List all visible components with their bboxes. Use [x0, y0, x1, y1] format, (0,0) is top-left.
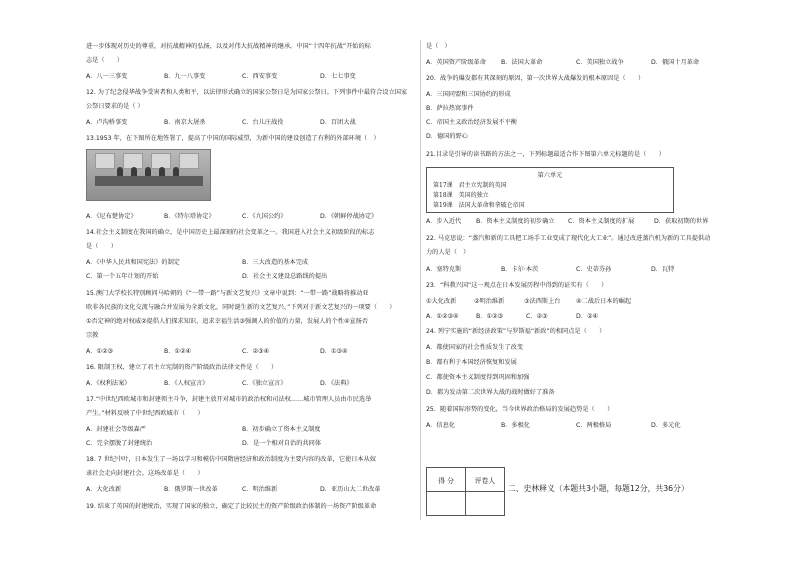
option[interactable]: C．西安事变 [242, 73, 278, 80]
score-table [426, 467, 505, 516]
option[interactable]: B．多极化 [501, 422, 530, 429]
option[interactable]: C．都使资本主义制度得到巩固和加强 [426, 374, 530, 381]
question-20: 20．战争的爆发都有其深刻的原因，第一次世界大战爆发的根本原因是（ ） [426, 75, 645, 82]
option[interactable]: A．封建社会等级森严 [86, 426, 146, 433]
option[interactable]: B．法国大革命 [501, 59, 543, 66]
contents-row: 第19课 法国大革命和拿破仑帝国 [433, 202, 525, 209]
option[interactable]: D．获取初期的世界 [654, 218, 709, 225]
option[interactable]: C．两极格局 [576, 422, 612, 429]
question-text: 力的人是（ ） [426, 249, 470, 256]
question-19: 19. 结束了英国的封建统治，实现了国家的独立，确定了比较民主的资产阶级政治体制的一场资产阶级革命 [86, 503, 377, 510]
option[interactable]: C．资本主义制度的扩展 [568, 218, 635, 225]
question-text: 隶社会走向封建社会。这场改革是（ ） [86, 470, 204, 477]
question-24: 24. 列宁实施的“新经济政策”与罗斯福“新政”的相同点是（ ） [426, 328, 606, 335]
section-heading: 二、史林释义（本题共3小题，每题12分，共36分） [508, 484, 689, 493]
option[interactable]: D．德国的野心 [426, 133, 468, 140]
option[interactable]: D．瓦特 [651, 266, 675, 273]
option[interactable]: C．②③④ [242, 348, 270, 355]
option[interactable]: A．信息化 [426, 422, 455, 429]
question-21: 21.目录是引导的读书路的方法之一，下列标题最适合作下图第六单元标题的是（ ） [426, 151, 665, 158]
option[interactable]: B．俄罗斯一世改革 [164, 486, 218, 493]
option[interactable]: A．英国资产阶级革命 [426, 59, 486, 66]
option[interactable]: A．①②③ [86, 348, 114, 355]
option[interactable]: C．台儿庄战役 [242, 119, 284, 126]
question-17: 17.“中世纪西欧城市和封建领主斗争，封建主放开对城市的政治权和司法权……城市管理人员由市民选举 [86, 396, 372, 403]
contents-box [426, 167, 674, 213]
option[interactable]: B．九一八事变 [164, 73, 206, 80]
question-12: 12. 为了纪念侵华战争受害者和人类和平，以法律形式确立的国家公祭日是为国家公祭日。下列事件中最符合设立国家 [86, 89, 408, 96]
option[interactable]: C．《九国公约》 [242, 213, 287, 220]
question-22: 22. 马克思说：“蒸汽和新的工具把工场手工业变成了现代化大工业”。通过改进蒸汽机为新的工具提供动 [426, 235, 711, 242]
historical-photo [86, 149, 211, 201]
question-14: 14.社会主义制度在我国的确立，是中国历史上最深刻的社会变革之一。我国进入社会主义初级阶段的标志 [86, 229, 375, 236]
item: ③法西斯上台 [524, 298, 561, 305]
option[interactable]: A．八一三事变 [86, 73, 128, 80]
option[interactable]: D．亚历山大二世改革 [320, 486, 381, 493]
option[interactable]: C．史蒂芬孙 [576, 266, 612, 273]
option[interactable]: C．《独立宣言》 [242, 380, 287, 387]
option[interactable]: A．《中华人民共和国宪法》的制定 [86, 259, 180, 266]
option[interactable]: D．俄国十月革命 [651, 59, 700, 66]
contents-row: 第18课 美国的独立 [433, 192, 489, 199]
option[interactable]: B．三大改造的基本完成 [242, 259, 309, 266]
question-text: 是（ ） [426, 43, 451, 50]
option[interactable]: C．帝国主义政治经济发展不平衡 [426, 119, 517, 126]
item: ②明治维新 [474, 298, 505, 305]
option[interactable]: B．卡尔·本茨 [501, 266, 539, 273]
grader-label: 评卷人 [466, 468, 505, 492]
option[interactable]: B．初步确立了资本主义制度 [242, 426, 321, 433]
option[interactable]: D．①③④ [320, 348, 348, 355]
option[interactable]: B．都有利于本国经济恢复和发展 [426, 359, 517, 366]
option[interactable]: D．百团大战 [320, 119, 356, 126]
option[interactable]: C．美国独立战争 [576, 59, 624, 66]
option[interactable]: B．《特尔塔协定》 [164, 213, 215, 220]
option[interactable]: A．①②③④ [426, 313, 459, 320]
option[interactable]: A．大化改新 [86, 486, 122, 493]
contents-row: 第17课 君主立宪制的英国 [433, 182, 507, 189]
score-cell[interactable] [427, 492, 466, 516]
question-18: 18. 7 世纪中叶，日本发生了一场以学习和模仿中国隋唐经济和政治制度为主要内容的改革，它使日本从奴 [86, 456, 376, 463]
grader-cell[interactable] [466, 492, 505, 516]
option[interactable]: B．萨拉热窝事件 [426, 105, 474, 112]
question-text: 欧非各民族的文化交流与融合并发展为全新文化，同时诞生新的文艺复兴。”下列对于新文艺复兴的一项要（ ） [86, 304, 396, 311]
question-text: 产生。”材料反映了中世纪西欧城市（ ） [86, 410, 204, 417]
option[interactable]: D．②④ [576, 313, 599, 320]
option[interactable]: D．是一个相对自治的共同体 [242, 440, 322, 447]
option[interactable]: A．卢沟桥事变 [86, 119, 128, 126]
score-label: 得 分 [427, 468, 466, 492]
item: ①大化改新 [426, 298, 457, 305]
option[interactable]: C．第一个五年计划的开始 [86, 273, 159, 280]
option[interactable]: A．步入近代 [426, 218, 462, 225]
option[interactable]: B．①②④ [164, 348, 192, 355]
column-divider [420, 40, 421, 520]
question-text: 进一步体现对历史的尊重，对抗战精神的弘扬，以及对伟大抗战精神的继承。中国“十四年抗战”开始的标 [86, 43, 371, 50]
question-text: 志是（ ） [86, 57, 124, 64]
question-text: 宗教 [86, 332, 99, 339]
option[interactable]: A．都使国家的社会性质发生了改变 [426, 344, 524, 351]
option[interactable]: A．三国同盟和三国协约的形成 [426, 91, 511, 98]
option[interactable]: D．七七事变 [320, 73, 356, 80]
option[interactable]: D．《法典》 [320, 380, 353, 387]
question-23: 23．“科教兴国”这一观点在日本发展历程中得到的证实有（ ） [426, 282, 608, 289]
question-16: 16. 限制王权，建立了君主立宪制的资产阶级政治法律文件是（ ） [86, 364, 278, 371]
option[interactable]: B．南京大屠杀 [164, 119, 206, 126]
option[interactable]: A．《尼布楚协定》 [86, 213, 137, 220]
option[interactable]: B．《人权宣言》 [164, 380, 209, 387]
contents-title: 第六单元 [537, 172, 563, 179]
question-text: 公祭日要求的是（ ） [86, 103, 144, 110]
option[interactable]: D．《朝鲜停战协定》 [320, 213, 378, 220]
item: ④二战后日本的崛起 [576, 298, 632, 305]
option[interactable]: A．塞特克斯 [426, 266, 462, 273]
question-text: 是（ ） [86, 243, 117, 250]
option[interactable]: C．完全摆脱了封建统治 [86, 440, 153, 447]
option[interactable]: B．①②③ [476, 313, 504, 320]
question-13: 13.1953 年，在下图所在地签署了，提高了中国的国际威望，为新中国的建设创造了有利的外部环境（ ） [86, 135, 380, 142]
question-15: 15.澳门大学校长特别顾问马哈朝的《“一带一路”与新文艺复兴》文章中说到：“一带一路”战略将推动亚 [86, 290, 369, 297]
option[interactable]: A．《权利法案》 [86, 380, 131, 387]
option[interactable]: C．明治维新 [242, 486, 278, 493]
question-text: ①否定神的绝对权威②提倡人们探求知识，追求幸福生活③强调人的价值的力量，发展人的个性④宣扬否 [86, 318, 369, 325]
option[interactable]: C．②③ [526, 313, 548, 320]
option[interactable]: B．资本主义制度的初步确立 [476, 218, 555, 225]
option[interactable]: D．都为发动第二次世界大战的战时做好了准备 [426, 389, 555, 396]
option[interactable]: D．多元化 [651, 422, 681, 429]
question-25: 25．随着国际形势的变化，当今世界政治格局的发展趋势是（ ） [426, 406, 614, 413]
option[interactable]: D．社会主义建设总路线的提出 [242, 273, 328, 280]
